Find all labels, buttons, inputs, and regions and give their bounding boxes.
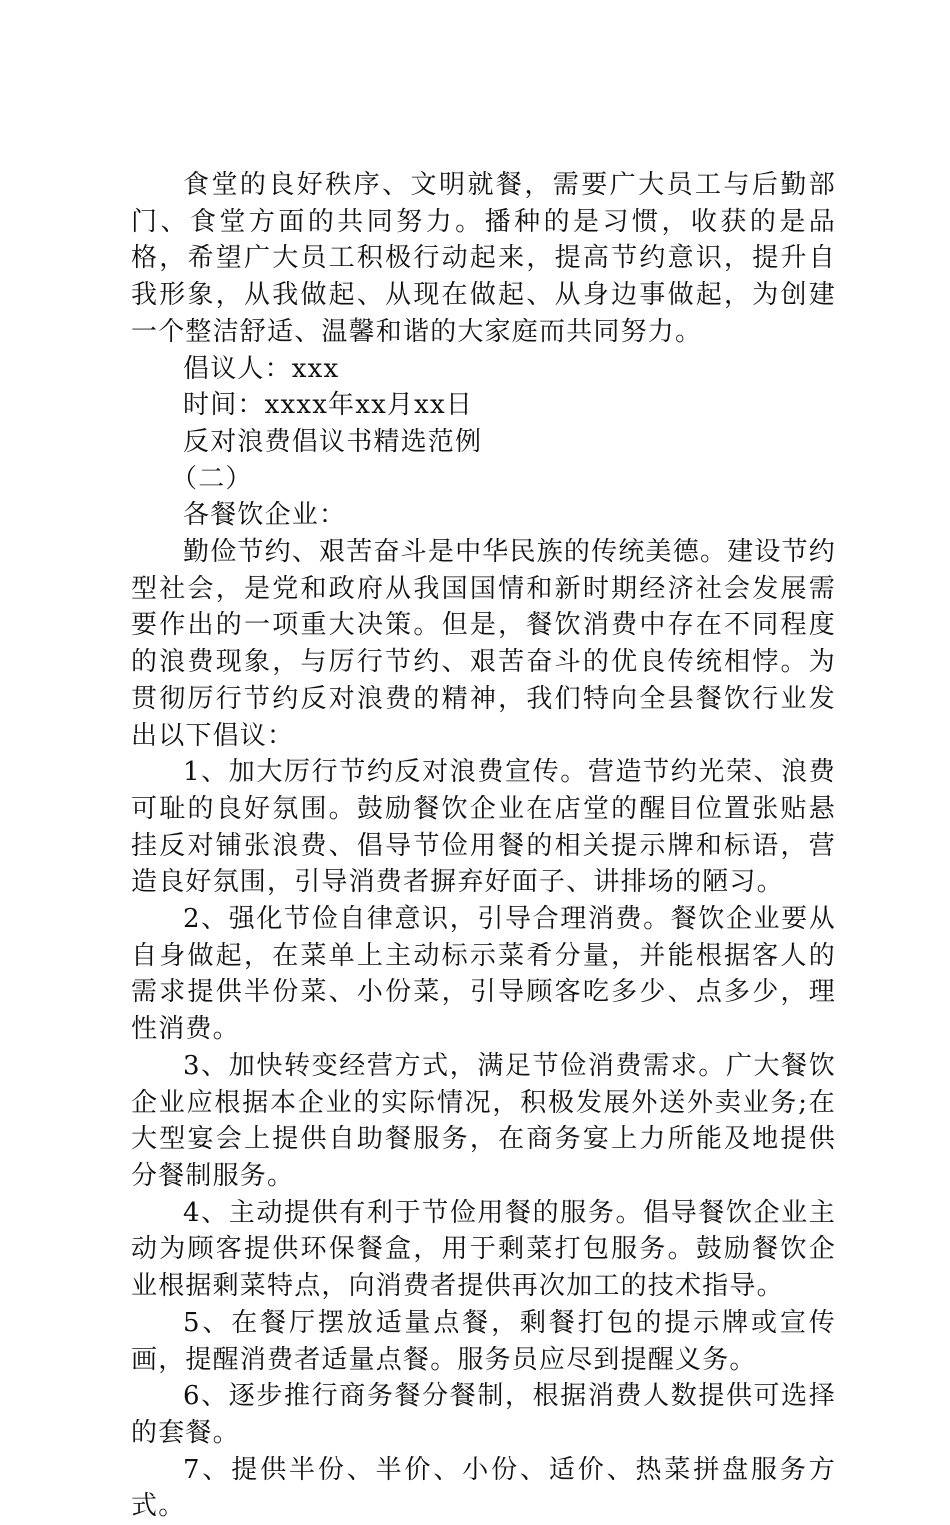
document-body <box>131 167 836 1525</box>
salutation: 各餐饮企业： <box>183 500 347 531</box>
list-item: 3、加快转变经营方式，满足节俭消费需求。广大餐饮企业应根据本企业的实际情况，积极发展外送外卖业务;在大型宴会上提供自助餐服务，在商务宴上力所能及地提供分餐制服务。 <box>131 1050 836 1191</box>
list-item: 7、提供半份、半价、小份、适价、热菜拼盘服务方式。 <box>131 1454 836 1522</box>
list-item: 1、加大厉行节约反对浪费宣传。营造节约光荣、浪费可耻的良好氛围。鼓励餐饮企业在店堂的醒目位置张贴悬挂反对铺张浪费、倡导节俭用餐的相关提示牌和标语，营造良好氛围，引导消费者摒弃好面子、讲排场的陋习。 <box>131 757 836 898</box>
list-item: 4、主动提供有利于节俭用餐的服务。倡导餐饮企业主动为顾客提供环保餐盒，用于剩菜打包服务。鼓励餐饮企业根据剩菜特点，向消费者提供再次加工的技术指导。 <box>131 1197 836 1302</box>
intro-paragraph: 食堂的良好秩序、文明就餐，需要广大员工与后勤部门、食堂方面的共同努力。播种的是习惯，收获的是品格，希望广大员工积极行动起来，提高节约意识，提升自我形象，从我做起、从现在做起、从身边事做起，为创建一个整洁舒适、温馨和谐的大家庭而共同努力。 <box>131 170 836 347</box>
section-number: （二） <box>171 463 253 494</box>
list-item: 2、强化节俭自律意识，引导合理消费。餐饮企业要从自身做起，在菜单上主动标示菜肴分量，并能根据客人的需求提供半份菜、小份菜，引导顾客吃多少、点多少，理性消费。 <box>131 904 836 1045</box>
body-paragraph: 勤俭节约、艰苦奋斗是中华民族的传统美德。建设节约型社会，是党和政府从我国国情和新时期经济社会发展需要作出的一项重大决策。但是，餐饮消费中存在不同程度的浪费现象，与厉行节约、艰苦奋斗的优良传统相悖。为贯彻厉行节约反对浪费的精神，我们特向全县餐饮行业发出以下倡议： <box>131 537 836 751</box>
date-line: 时间：xxxx年xx月xx日 <box>183 390 474 421</box>
list-item: 5、在餐厅摆放适量点餐，剩餐打包的提示牌或宣传画，提醒消费者适量点餐。服务员应尽到提醒义务。 <box>131 1307 836 1375</box>
proposer-line: 倡议人：xxx <box>183 353 340 384</box>
list-item: 6、逐步推行商务餐分餐制，根据消费人数提供可选择的套餐。 <box>131 1381 836 1448</box>
document-title: 反对浪费倡议书精选范例 <box>183 426 483 457</box>
